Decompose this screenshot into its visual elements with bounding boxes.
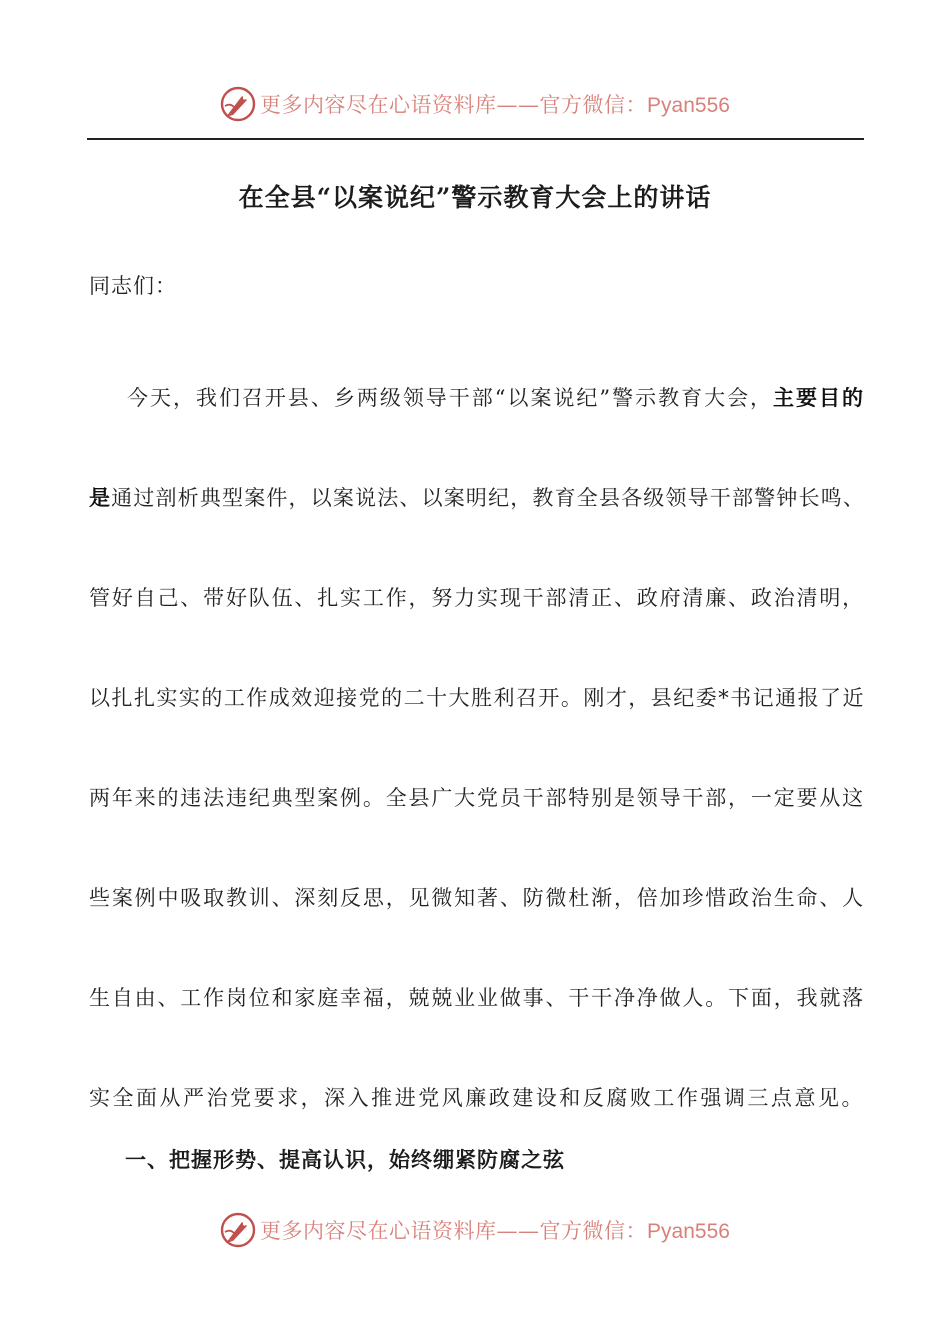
- salutation: 同志们：: [89, 274, 177, 298]
- paragraph-line-8: 实全面从严治党要求，深入推进党风廉政建设和反腐败工作强调三点意见。: [89, 1086, 865, 1110]
- pen-nib-logo-icon: [220, 1212, 256, 1248]
- paragraph-line-7: 生自由、工作岗位和家庭幸福，兢兢业业做事、干干净净做人。下面，我就落: [89, 986, 865, 1010]
- banner-text: [260, 89, 730, 119]
- paragraph-line-6: 些案例中吸取教训、深刻反思，见微知著、防微杜渐，倍加珍惜政治生命、人: [89, 886, 865, 910]
- banner-content: [220, 86, 730, 122]
- banner-main-text: 更多内容尽在心语资料库——官方微信：: [260, 1219, 648, 1243]
- paragraph-line-5: 两年来的违法违纪典型案例。全县广大党员干部特别是领导干部，一定要从这: [89, 786, 865, 810]
- footer-banner: [0, 1210, 950, 1250]
- paragraph-line-4: 以扎扎实实的工作成效迎接党的二十大胜利召开。刚才，县纪委*书记通报了近: [89, 686, 865, 710]
- line-text: 今天，我们召开县、乡两级领导干部“以案说纪”警示教育大会，: [127, 386, 774, 410]
- body-paragraph: [89, 348, 869, 1148]
- document-title: 在全县“以案说纪”警示教育大会上的讲话: [238, 183, 712, 212]
- banner-text: [260, 1215, 730, 1245]
- paragraph-line-2: [89, 448, 869, 548]
- wechat-id: Pyan556: [647, 94, 730, 117]
- banner-content: [220, 1212, 730, 1248]
- header-banner: [0, 84, 950, 124]
- bold-emphasis: 主要目的: [773, 385, 865, 410]
- banner-main-text: 更多内容尽在心语资料库——官方微信：: [260, 93, 648, 117]
- header-divider: [87, 138, 864, 140]
- pen-nib-logo-icon: [220, 86, 256, 122]
- paragraph-line-3: 管好自己、带好队伍、扎实工作，努力实现干部清正、政府清廉、政治清明，: [89, 586, 865, 610]
- section-heading: 一、把握形势、提高认识，始终绷紧防腐之弦: [125, 1147, 565, 1172]
- bold-emphasis: 是: [89, 485, 112, 510]
- line-text: 通过剖析典型案件，以案说法、以案明纪，教育全县各级领导干部警钟长鸣、: [111, 486, 865, 510]
- wechat-id: Pyan556: [647, 1220, 730, 1243]
- paragraph-line-1: [89, 348, 869, 448]
